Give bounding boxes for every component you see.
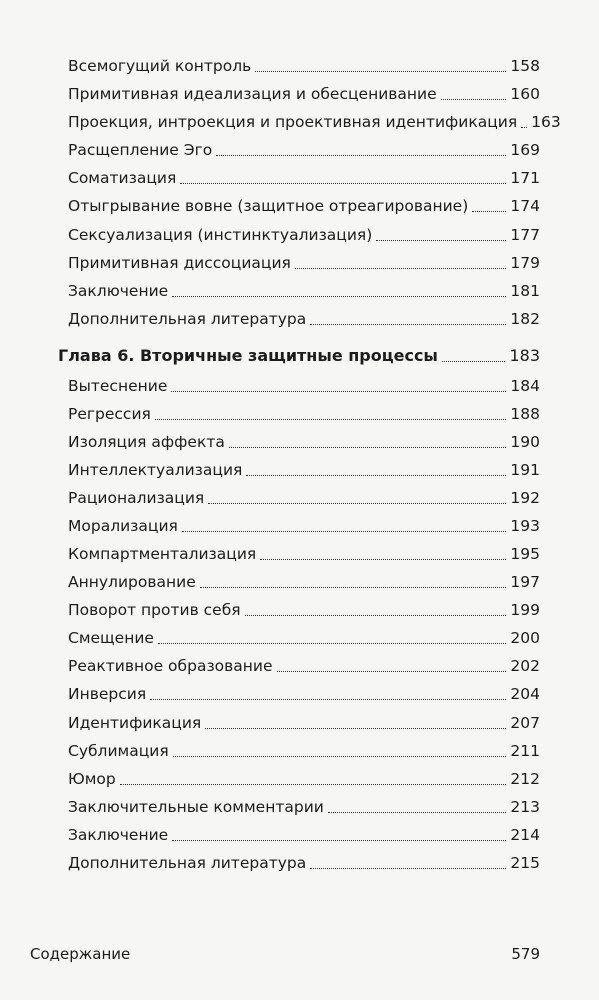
toc-entry [68,538,540,564]
toc-entry-page: 177 [510,226,540,244]
dot-leader [472,211,506,212]
toc-entry-label: Интеллектуализация [68,461,243,479]
dot-leader [277,671,507,672]
toc-entry [68,791,540,817]
toc-entry-label: Смещение [68,629,154,647]
toc-entry [68,78,540,104]
toc-entry-page: 214 [510,826,540,844]
toc-entry-label: Морализация [68,517,178,535]
page-footer [30,945,540,963]
toc-entry-page: 195 [510,545,540,563]
toc-entry-label: Компартментализация [68,545,257,563]
dot-leader [173,756,507,757]
dot-leader [182,531,507,532]
toc-entry [68,735,540,761]
toc-entry-label: Заключение [68,826,169,844]
toc-entry-label: Идентификация [68,714,202,732]
toc-entry [68,190,540,216]
toc-entry [68,50,540,76]
toc-entry-page: 191 [510,461,540,479]
toc-entry [68,454,540,480]
dot-leader [172,296,506,297]
page-number: 579 [511,945,540,963]
toc-entry-label: Заключительные комментарии [68,798,324,816]
toc-entry-label: Поворот против себя [68,601,241,619]
toc-entry-label: Примитивная диссоциация [68,254,291,272]
dot-leader [310,324,506,325]
dot-leader [208,503,506,504]
toc-entry [68,426,540,452]
toc-entry [68,162,540,188]
toc-entry-label: Юмор [68,770,116,788]
toc-entry [68,482,540,508]
toc-entry-label: Всемогущий контроль [68,57,252,75]
dot-leader [295,268,507,269]
toc-entry-page: 212 [510,770,540,788]
toc-entry-label: Примитивная идеализация и обесценивание [68,85,437,103]
dot-leader [150,699,506,700]
dot-leader [328,812,507,813]
toc-entry-label: Сублимация [68,742,169,760]
toc-entry [68,847,540,873]
toc-entry-page: 200 [510,629,540,647]
toc-entry-page: 163 [531,113,561,131]
dot-leader [200,587,507,588]
toc-entry [68,106,561,132]
toc-entry-page: 174 [510,197,540,215]
toc-entry [68,398,540,424]
dot-leader [376,240,506,241]
toc-entry-page: 192 [510,489,540,507]
dot-leader [205,728,506,729]
toc-entry-label: Реактивное образование [68,657,273,675]
toc-entry [68,219,540,245]
toc-entry-page: 211 [510,742,540,760]
toc-entry-label: Вытеснение [68,377,168,395]
toc-entry [68,707,540,733]
dot-leader [171,391,506,392]
dot-leader [120,784,507,785]
toc-entry-page: 160 [510,85,540,103]
toc-entry-page: 182 [510,310,540,328]
toc-entry-label: Дополнительная литература [68,854,307,872]
toc-entry-page: 215 [510,854,540,872]
dot-leader [246,475,506,476]
toc-entry-page: 169 [510,141,540,159]
toc-entry-page: 190 [510,433,540,451]
running-footer-section: Содержание [30,945,131,963]
toc-entry [68,622,540,648]
dot-leader [216,155,506,156]
toc-entry-label: Отыгрывание вовне (защитное отреагирование) [68,197,469,215]
toc-entry-page: 188 [510,405,540,423]
dot-leader [441,99,507,100]
dot-leader [229,447,507,448]
dot-leader [158,643,506,644]
toc-entry-label: Рационализация [68,489,205,507]
toc-entry [68,275,540,301]
toc-entry-label: Соматизация [68,169,177,187]
toc-entry [68,594,540,620]
toc-entry-page: 158 [510,57,540,75]
toc-entry [68,247,540,273]
toc-entry [68,566,540,592]
toc-entry [68,763,540,789]
toc-entry [68,819,540,845]
toc-entry-page: 181 [510,282,540,300]
toc-entry-page: 171 [510,169,540,187]
toc-entry-page: 197 [510,573,540,591]
toc-entry-page: 193 [510,517,540,535]
toc-entry [68,510,540,536]
dot-leader [180,183,506,184]
toc-entry-label: Заключение [68,282,169,300]
toc-entry-page: 207 [510,714,540,732]
dot-leader [172,840,506,841]
toc-chapter-label: Глава 6. Вторичные защитные процессы [58,346,438,365]
dot-leader [155,419,507,420]
toc-entry [68,678,540,704]
dot-leader [245,615,507,616]
toc-entry-label: Аннулирование [68,573,196,591]
toc-entry-page: 199 [510,601,540,619]
dot-leader [310,868,506,869]
toc-entry [68,650,540,676]
dot-leader [442,361,506,362]
toc-entry-page: 179 [510,254,540,272]
toc-entry-label: Изоляция аффекта [68,433,225,451]
toc-entry [68,370,540,396]
toc-entry-label: Расщепление Эго [68,141,213,159]
toc-entry-label: Инверсия [68,685,147,703]
toc-entry-page: 184 [510,377,540,395]
toc-entry-label: Регрессия [68,405,151,423]
toc-entry-label: Проекция, интроекция и проективная идентификация [68,113,518,131]
toc-entry-label: Дополнительная литература [68,310,307,328]
toc-entry [68,134,540,160]
dot-leader [255,71,506,72]
toc-chapter-heading [58,340,540,366]
toc-entry-page: 204 [510,685,540,703]
toc-entry-page: 202 [510,657,540,675]
toc-entry [68,303,540,329]
toc-entry-page: 213 [510,798,540,816]
toc-entry-label: Сексуализация (инстинктуализация) [68,226,373,244]
dot-leader [260,559,506,560]
toc-entry-page: 183 [509,346,540,365]
